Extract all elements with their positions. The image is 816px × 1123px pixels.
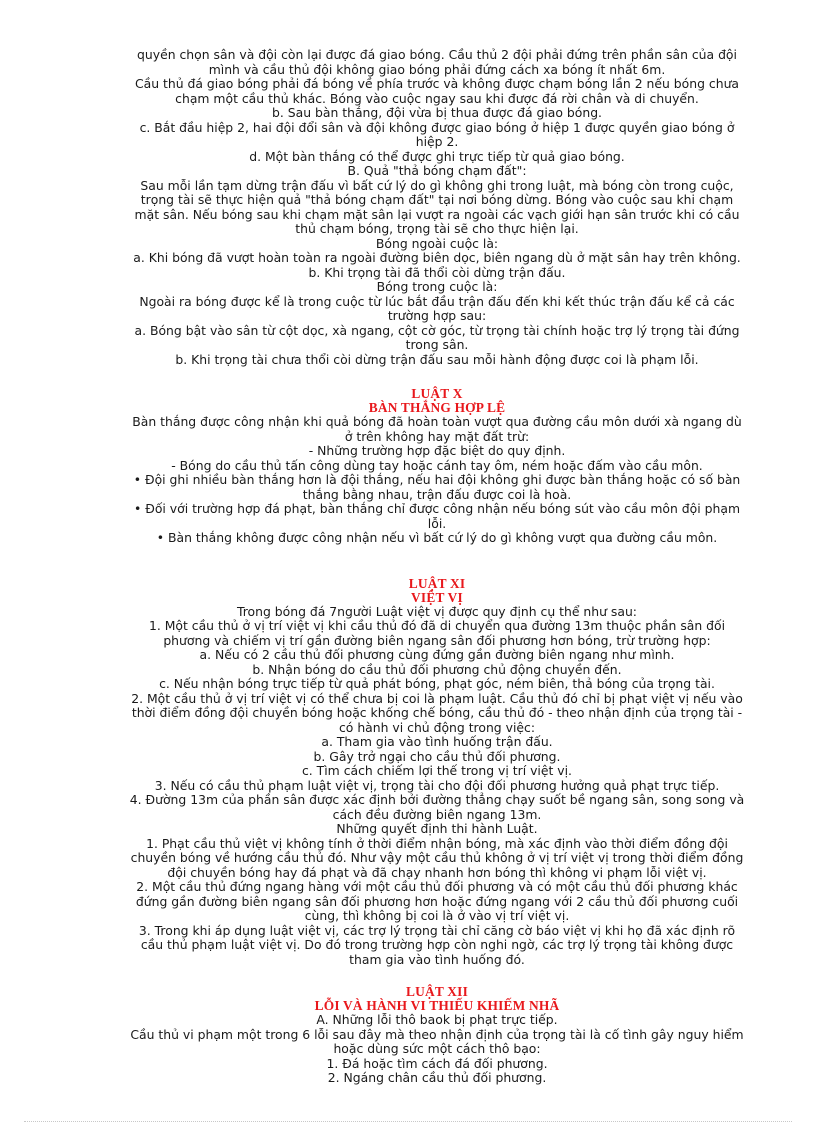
section-previous-law <box>128 48 746 367</box>
paragraph: 2. Ngáng chân cầu thủ đối phương. <box>327 1070 547 1085</box>
paragraph: Bàn thắng được công nhận khi quả bóng đã hoàn toàn vượt qua đường cầu môn dưới xà ngang dù ở trên không hay mặt đất trừ: <box>132 414 742 444</box>
document-page <box>128 48 746 1086</box>
paragraph: Bóng ngoài cuộc là: <box>375 235 499 251</box>
paragraph: Sau mỗi lần tạm dừng trận đấu vì bất cứ lý do gì không ghi trong luật, mà bóng còn trong cuộc, trọng tài sẽ thực hiện quả "thả bóng chạm đất" tại nơi bóng dừng. Bóng vào cuộc sau khi chạm mặt sân. Nếu bóng sau khi chạm mặt sân lại vượt ra ngoài các vạch giới hạn sân trước khi có cầu thủ chạm bóng, trọng tài sẽ cho thực hiện lại. <box>134 177 740 236</box>
paragraph: b. Gây trở ngại cho cầu thủ đối phương. <box>313 748 561 764</box>
paragraph: a. Khi bóng đã vượt hoàn toàn ra ngoài đường biên dọc, biên ngang dù ở mặt sân hay trên không. <box>133 250 741 265</box>
paragraph: Bóng trong cuộc là: <box>376 279 498 294</box>
paragraph: 3. Nếu có cầu thủ phạm luật việt vị, trọng tài cho đội đối phương hưởng quả phạt trực tiếp. <box>154 777 720 793</box>
paragraph: Cầu thủ đá giao bóng phải đá bóng về phía trước và không được chạm bóng lần 2 nếu bóng chưa chạm một cầu thủ khác. Bóng vào cuộc ngay sau khi được đá rời chân và di chuyển. <box>134 76 740 106</box>
paragraph: B. Quả "thả bóng chạm đất": <box>347 163 527 178</box>
paragraph: b. Sau bàn thắng, đội vừa bị thua được đá giao bóng. <box>272 105 602 120</box>
paragraph: a. Bóng bật vào sân từ cột dọc, xà ngang, cột cờ góc, từ trọng tài chính hoặc trợ lý trọng tài đứng trong sân. <box>134 322 740 352</box>
law-10-subtitle: BÀN THẮNG HỢP LỆ <box>368 400 506 415</box>
paragraph: a. Nếu có 2 cầu thủ đối phương cùng đứng gần đường biên ngang như mình. <box>199 647 675 662</box>
paragraph: Cầu thủ vi phạm một trong 6 lỗi sau đây mà theo nhận định của trọng tài là cố tình gây nguy hiểm hoặc dùng sức một cách thô bạo: <box>130 1026 744 1056</box>
paragraph: • Đối với trường hợp đá phạt, bàn thắng chỉ được công nhận nếu bóng sút vào cầu môn đội phạm lỗi. <box>133 501 741 531</box>
law-11-title: LUẬT XI <box>408 575 466 591</box>
paragraph: a. Tham gia vào tình huống trận đấu. <box>321 734 553 749</box>
paragraph: quyền chọn sân và đội còn lại được đá giao bóng. Cầu thủ 2 đội phải đứng trên phần sân của đội mình và cầu thủ đội không giao bóng phải đứng cách xa bóng ít nhất 6m. <box>137 47 737 77</box>
paragraph: - Những trường hợp đặc biệt do quy định. <box>308 443 566 458</box>
paragraph: d. Một bàn thắng có thể được ghi trực tiếp từ quả giao bóng. <box>249 148 625 164</box>
paragraph: c. Tìm cách chiếm lợi thế trong vị trí việt vị. <box>301 763 572 778</box>
paragraph: • Đội ghi nhiều bàn thắng hơn là đội thắng, nếu hai đội không ghi được bàn thắng hoặc có số bàn thắng bằng nhau, trận đấu được coi là hoà. <box>133 472 741 502</box>
law-10-title: LUẬT X <box>411 386 463 401</box>
paragraph: b. Khi trọng tài chưa thổi còi dừng trận đấu sau mỗi hành động được coi là phạm lỗi. <box>175 351 699 367</box>
law-12-title: LUẬT XII <box>405 984 468 999</box>
page-bottom-divider <box>24 1121 792 1122</box>
paragraph: Những quyết định thi hành Luật. <box>336 821 538 836</box>
paragraph: • Bàn thắng không được công nhận nếu vì bất cứ lý do gì không vượt qua đường cầu môn. <box>156 530 718 545</box>
law-11-subtitle: VIỆT VỊ <box>411 589 463 605</box>
paragraph: 4. Đường 13m của phần sân được xác định bởi đường thẳng chạy suốt bề ngang sân, song song và cách đều đường biên ngang 13m. <box>129 792 745 822</box>
paragraph: b. Khi trọng tài đã thổi còi dừng trận đấu. <box>308 264 566 280</box>
paragraph: 1. Một cầu thủ ở vị trí việt vị khi cầu thủ đó đã di chuyển qua đường 13m thuộc phần sân đối phương và chiếm vị trí gần đường biên ngang sân đối phương hơn bóng, trừ trường hợp: <box>148 618 726 648</box>
paragraph: b. Nhận bóng do cầu thủ đối phương chủ động chuyền đến. <box>252 661 622 677</box>
paragraph: Trong bóng đá 7người Luật việt vị được quy định cụ thể như sau: <box>236 603 637 619</box>
paragraph: Ngoài ra bóng được kể là trong cuộc từ lúc bắt đầu trận đấu đến khi kết thúc trận đấu kể cả các trường hợp sau: <box>139 293 735 323</box>
paragraph: 1. Phạt cầu thủ việt vị không tính ở thời điểm nhận bóng, mà xác định vào thời điểm đồng đội chuyền bóng về hướng cầu thủ đó. Như vậy một cầu thủ không ở vị trí việt vị trong thời điểm đồng đội chuyền bóng hay đá phạt và đã chạy nhanh hơn bóng thì không vi phạm lỗi việt vị. <box>130 835 744 880</box>
section-law-11 <box>128 577 746 968</box>
paragraph: 3. Trong khi áp dụng luật việt vị, các trợ lý trọng tài chỉ căng cờ báo việt vị khi họ đã xác định rõ cầu thủ phạm luật việt vị. Do đó trong trường hợp còn nghi ngờ, các trợ lý trọng tài không được tham gia vào tình huống đó. <box>138 922 736 967</box>
paragraph: - Bóng do cầu thủ tấn công dùng tay hoặc cánh tay ôm, ném hoặc đấm vào cầu môn. <box>171 457 703 473</box>
paragraph: c. Bắt đầu hiệp 2, hai đội đổi sân và đội không được giao bóng ở hiệp 1 được quyền giao bóng ở hiệp 2. <box>139 119 735 149</box>
law-12-subtitle: LỖI VÀ HÀNH VI THIẾU KHIẾM NHÃ <box>314 998 560 1013</box>
section-law-12 <box>128 985 746 1086</box>
paragraph: A. Những lỗi thô baok bị phạt trực tiếp. <box>316 1012 558 1027</box>
section-law-10 <box>128 387 746 546</box>
paragraph: 2. Một cầu thủ ở vị trí việt vị có thể chưa bị coi là phạm luật. Cầu thủ đó chỉ bị phạt việt vị nếu vào thời điểm đồng đội chuyền bóng hoặc khống chế bóng, cầu thủ đó - theo nhận định của trọng tài - có hành vi chủ động trong việc: <box>131 690 743 735</box>
paragraph: 1. Đá hoặc tìm cách đá đối phương. <box>326 1055 548 1071</box>
paragraph: c. Nếu nhận bóng trực tiếp từ quả phát bóng, phạt góc, ném biên, thả bóng của trọng tài. <box>159 676 715 691</box>
paragraph: 2. Một cầu thủ đứng ngang hàng với một cầu thủ đối phương và có một cầu thủ đối phương khác đứng gần đường biên ngang sân đối phương hơn hoặc đứng ngang với 2 cầu thủ đối phương cuối cùng, thì không bị coi là ở vào vị trí việt vị. <box>135 879 739 923</box>
